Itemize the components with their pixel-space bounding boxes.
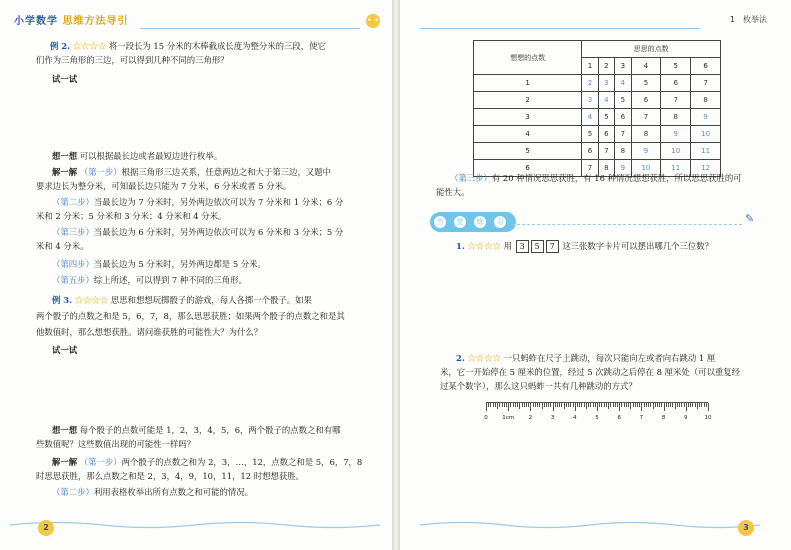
step-tag: （第四步） [52,259,94,269]
left-header [0,8,392,30]
ruler-label: 0 [484,415,488,421]
ruler-tick [701,403,702,407]
ruler-tick [522,403,523,407]
table-cell: 4 [615,75,631,92]
ruler-tick [499,403,500,407]
table-cell: 7 [661,92,691,109]
table-cell: 4 [582,109,598,126]
ruler-label: 2 [528,415,533,421]
solve2-step3-text: 当最长边为 6 分米时，另外两边依次可以为 6 分米和 3 分米；5 分 [93,227,344,237]
step3-text-a: 有 20 种情况思思获胜，有 16 种情况想想获胜，所以思思获胜的可 [491,173,742,183]
table-row [474,143,721,160]
example2-block [50,40,370,53]
table-cell: 9 [661,126,691,143]
ruler-label: 6 [617,415,621,421]
ruler-tick [550,403,551,407]
ruler-tick [526,403,527,407]
star-rating-icon: ☆☆☆☆ [72,41,107,51]
table-col-header: 3 [615,58,631,75]
ruler-tick [517,403,518,407]
ruler-tick [704,403,705,407]
step-tag: （第二步） [52,487,94,497]
solve3-step2-text: 利用表格枚举出所有点数之和可能的情况。 [93,487,253,497]
table-cell: 5 [598,109,614,126]
ruler-tick [604,403,605,407]
ruler-label: 1cm [502,415,515,421]
think3-label: 想一想 [52,425,78,435]
table-cell: 8 [615,143,631,160]
q1-number: 1. [456,241,465,251]
ruler-tick [597,403,598,411]
dice-sum-table [473,40,721,177]
ruler-tick [584,403,585,407]
ruler-tick [513,403,514,407]
ruler-tick [677,403,678,407]
book-gutter [392,0,400,550]
table-cell: 10 [631,160,661,177]
q2-number: 2. [456,353,465,363]
ruler-tick [650,403,651,407]
table-top-header: 思思的点数 [582,41,721,58]
table-cell: 7 [615,126,631,143]
q2-text-3: 过某个数字），那么这只蚂蚱一共有几种跳动的方式？ [440,381,637,391]
star-rating-icon: ☆☆☆☆ [467,241,501,251]
question-1 [456,240,776,253]
left-page [0,0,392,550]
ruler-tick [615,403,616,407]
table-cell: 7 [691,75,721,92]
header-rule [140,28,360,29]
number-card: 7 [546,240,559,253]
table-cell: 8 [598,160,614,177]
ruler-tick [577,403,578,407]
ruler-tick [688,403,689,407]
ruler-tick [630,403,631,409]
q2-text-2: 米，它一开始停在 5 厘米的位置，经过 5 次跳动之后停在 8 厘米处（可以重复经 [440,367,740,377]
table-row-header: 2 [474,92,582,109]
chapter-title: 1 枚举法 [729,15,767,24]
star-rating-icon: ☆☆☆☆ [467,353,501,363]
solve2-step3-cont: 米和 4 分米。 [36,241,89,251]
book-title-subject: 小学数学 [14,16,58,27]
table-row-header: 6 [474,160,582,177]
right-header [400,8,791,30]
solve2-step3 [52,226,382,239]
header-badge: • • [366,14,380,28]
ruler-tick [655,403,656,407]
page-number-right: 3 [738,520,754,536]
pencil-icon: ✎ [745,212,755,225]
ruler-tick [639,403,640,407]
table-cell: 5 [631,75,661,92]
step-tag: （第五步） [52,275,94,285]
question-2 [456,352,776,365]
ruler-tick [708,403,709,411]
ruler-tick [548,403,549,407]
table-cell: 6 [582,143,598,160]
ruler-tick [610,403,611,407]
ruler-tick [595,403,596,407]
solve3-step2 [52,486,382,499]
ruler-tick [530,403,531,411]
q2-text-1: 一只蚂蚱在尺子上跳动，每次只能向左或者向右跳动 1 厘 [503,353,716,363]
example3-text-1: 思思和想想玩掷骰子的游戏，每人各掷一个骰子。如果 [110,295,312,305]
table-row [474,109,721,126]
solve3-label: 解一解 [52,457,78,467]
ruler-tick [557,403,558,407]
think3-text-2: 些数值呢？这些数值出现的可能性一样吗？ [36,439,196,449]
table-col-header: 2 [598,58,614,75]
ruler-tick [528,403,529,407]
ruler-tick [542,403,543,409]
ruler-tick [641,403,642,411]
q1-pre: 用 [503,241,512,251]
ruler-tick [706,403,707,407]
ruler-tick [524,403,525,407]
practice-banner [430,212,516,232]
ruler-tick [695,403,696,407]
example3-text-2: 两个骰子的点数之和是 5，6，7，8，那么思思获胜；如果两个骰子的点数之和是其 [36,311,345,321]
ruler-tick [666,403,667,407]
step-tag: （第二步） [52,197,94,207]
table-row-header: 5 [474,143,582,160]
table-cell: 10 [691,126,721,143]
footer-wave [420,520,760,530]
solve2-step1 [52,166,382,179]
ruler-tick [692,403,693,407]
ruler-label: 3 [550,415,555,421]
table-cell: 5 [615,92,631,109]
ruler-tick [664,403,665,411]
ruler-tick [624,403,625,407]
solve2-step2-text: 当最长边为 7 分米时，另外两边依次可以为 7 分米和 1 分米；6 分 [93,197,344,207]
solve3-step1-text: 两个骰子的点数之和为 2，3，…，12，点数之和是 5，6，7，8 [121,457,363,467]
table-cell: 5 [582,126,598,143]
book-title-series: 思维方法导引 [62,16,129,27]
table-cell: 8 [661,109,691,126]
ruler-tick [588,403,589,407]
ruler-tick [679,403,680,407]
step-tag: （第一步） [79,457,122,467]
ruler-tick [635,403,636,407]
ruler-tick [564,403,565,409]
solve3-step1-cont: 时思思获胜，那么点数之和是 2，3，4，9，10，11，12 时想想获胜。 [36,471,304,481]
step3-block [450,172,770,185]
table-row-header: 4 [474,126,582,143]
table-cell: 11 [691,143,721,160]
ruler-label: 10 [704,415,712,421]
ruler-tick [619,403,620,411]
table-row-header: 1 [474,75,582,92]
ruler-tick [690,403,691,407]
table-cell: 3 [582,92,598,109]
table-cell: 10 [661,143,691,160]
practice-banner-char-2: 堂 [454,216,466,228]
table-cell: 7 [598,143,614,160]
table-cell: 6 [615,109,631,126]
example2-text-1: 将一段长为 15 分米的木棒截成长度为整分米的三段，使它 [108,41,326,51]
ruler-tick [613,403,614,407]
table-cell: 3 [598,75,614,92]
ruler-tick [535,403,536,407]
ruler-tick [508,403,509,411]
table-corner: 想想的点数 [474,41,582,75]
ruler-tick [566,403,567,407]
ruler-tick [670,403,671,407]
ruler-tick [495,403,496,407]
table-cell: 7 [582,160,598,177]
example2-label: 例 2. [50,41,71,51]
think2-label: 想一想 [52,151,78,161]
page-number-left: 2 [38,520,54,536]
practice-banner-char-4: 习 [494,216,506,228]
table-row-header: 3 [474,109,582,126]
ruler-tick [559,403,560,407]
ruler-tick [599,403,600,407]
ruler-tick [486,403,487,411]
ruler-tick [586,403,587,409]
ruler-tick [672,403,673,407]
ruler-tick [515,403,516,407]
table-cell: 8 [631,126,661,143]
ruler-tick [626,403,627,407]
solve2-step4-text: 当最长边为 5 分米时，另外两边都是 5 分米。 [93,259,266,269]
ruler-tick [506,403,507,407]
ruler-tick [568,403,569,407]
ruler-tick [575,403,576,411]
ruler-tick [544,403,545,407]
ruler-tick [555,403,556,407]
ruler-tick [606,403,607,407]
step-tag: （第三步） [52,227,94,237]
table-cell: 6 [661,75,691,92]
banner-dash-line [512,224,742,225]
ruler-tick [646,403,647,407]
ruler-tick [633,403,634,407]
ruler-tick [653,403,654,409]
star-rating-icon: ☆☆☆☆ [74,295,109,305]
solve2-step2 [52,196,382,209]
solve2-step5-text: 综上所述，可以得到 7 种不同的三角形。 [93,275,247,285]
example2-try: 试一试 [52,74,78,84]
ruler-label: 5 [595,415,599,421]
example3-block [52,294,382,307]
ruler-tick [573,403,574,407]
ruler-tick [502,403,503,407]
ruler-tick [675,403,676,409]
ruler-tick [637,403,638,407]
example3-try: 试一试 [52,345,78,355]
ruler [484,402,712,421]
ruler-tick [617,403,618,407]
table-cell: 6 [598,126,614,143]
ruler-tick [539,403,540,407]
ruler-tick [488,403,489,407]
think2 [52,150,382,163]
ruler-tick [497,403,498,409]
table-cell: 9 [615,160,631,177]
table-row [474,75,721,92]
table-col-header: 6 [691,58,721,75]
practice-banner-char-3: 练 [474,216,486,228]
book-title [14,12,128,27]
ruler-tick [504,403,505,407]
ruler-tick [657,403,658,407]
step-tag: （第一步） [79,167,122,177]
ruler-tick [628,403,629,407]
ruler-tick [561,403,562,407]
table-col-header: 1 [582,58,598,75]
solve2-step1-text: 根据三角形三边关系，任意两边之和大于第三边，又题中 [121,167,332,177]
solve2-step4 [52,258,382,271]
ruler-tick [661,403,662,407]
ruler-tick [490,403,491,407]
ruler-label: 7 [639,415,644,421]
ruler-tick [608,403,609,409]
ruler-label: 8 [661,415,666,421]
ruler-tick [668,403,669,407]
ruler-tick [699,403,700,407]
solve3-step1 [52,456,382,469]
ruler-tick [579,403,580,407]
ruler-tick [684,403,685,407]
ruler-tick [697,403,698,409]
ruler-tick [519,403,520,409]
example3-text-3: 他数值时，那么想想获胜。请问谁获胜的可能性大？为什么？ [36,327,263,337]
table-col-header: 4 [631,58,661,75]
right-page [400,0,791,550]
table-header-row [474,41,721,58]
example3-label: 例 3. [52,295,73,305]
table-cell: 7 [631,109,661,126]
number-card: 3 [516,240,529,253]
ruler-tick [659,403,660,407]
ruler-tick [533,403,534,407]
footer-wave [10,520,380,530]
header-rule [420,28,700,29]
table-cell: 2 [582,75,598,92]
number-card: 5 [531,240,544,253]
table-cell: 8 [691,92,721,109]
step3-text-b: 能性大。 [436,187,470,197]
ruler-tick [681,403,682,407]
step-tag: （第三步） [450,173,492,183]
solve2-step1-cont: 要求边长为整分米，可知最长边只能为 7 分米，6 分米或者 5 分米。 [36,181,292,191]
table-row [474,92,721,109]
table-cell: 6 [631,92,661,109]
table-cell: 9 [691,109,721,126]
table-cell: 9 [631,143,661,160]
ruler-tick [537,403,538,407]
think2-text: 可以根据最长边或者最短边进行枚举。 [79,151,223,161]
ruler-tick [648,403,649,407]
ruler-tick [621,403,622,407]
q1-text: 这三张数字卡片可以摆出哪几个三位数？ [562,241,714,251]
ruler-tick [686,403,687,411]
solve2-step2-cont: 米和 2 分米；5 分米和 3 分米；4 分米和 4 分米。 [36,211,227,221]
solve2-label: 解一解 [52,167,78,177]
solve2-step5 [52,274,382,287]
table-cell: 4 [598,92,614,109]
ruler-tick [644,403,645,407]
practice-banner-char-1: 当 [434,216,446,228]
table-row [474,126,721,143]
think3 [52,424,382,437]
table-col-header: 5 [661,58,691,75]
ruler-tick [570,403,571,407]
table-cell: 12 [691,160,721,177]
table-cell: 11 [661,160,691,177]
ruler-label: 9 [684,415,688,421]
ruler-label: 4 [573,415,577,421]
ruler-tick [510,403,511,407]
ruler-tick [590,403,591,407]
ruler-tick [601,403,602,407]
example2-text-2: 们作为三角形的三边，可以得到几种不同的三角形？ [36,55,229,65]
ruler-tick [553,403,554,411]
ruler-tick [593,403,594,407]
ruler-tick [493,403,494,407]
think3-text-1: 每个骰子的点数可能是 1，2，3，4，5，6，两个骰子的点数之和有哪 [79,425,341,435]
ruler-tick [581,403,582,407]
ruler-tick [546,403,547,407]
